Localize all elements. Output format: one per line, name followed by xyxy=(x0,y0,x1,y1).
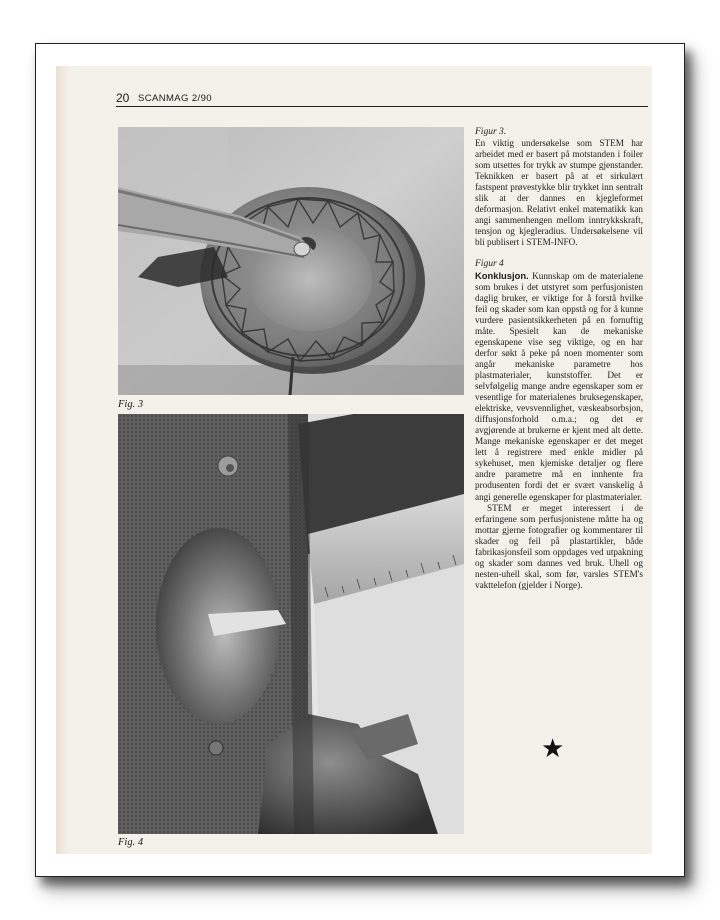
figure-3-photo xyxy=(118,127,464,395)
magazine-page xyxy=(56,66,652,854)
figure-4-caption: Fig. 4 xyxy=(118,837,144,848)
figure-3-label: Figur 3. xyxy=(475,127,507,137)
page-header xyxy=(116,91,648,107)
page-spine-shadow xyxy=(56,66,70,854)
conclusion-heading: Konklusjon. xyxy=(475,269,529,281)
article-text-column xyxy=(475,127,643,591)
conclusion-paragraph xyxy=(475,270,643,503)
figure-3-description: En viktig undersøkelse som STEM har arbeidet med er basert på motstanden i foiler som utsettes for trykk av stumpe gjenstander. Teknikken er basert på at et sirkulært fastspent prøvestykke blir trykket inn sentralt slik at der dannes en kjegleformet deformasjon. Relativt enkel matematikk kan angi sammenhengen mellom inntrykkskraft, tensjon og kjegleradius. Undersøkelsene vil bli publisert i STEM-INFO. xyxy=(475,138,643,248)
magazine-name: SCANMAG 2/90 xyxy=(138,93,212,104)
conclusion-text: Kunnskap om de materialene som brukes i det utstyret som perfusjonisten daglig bruker, er viktige for å forstå hvilke feil og skader som kan oppstå og for å kunne vurdere pasientsikkerheten på en fornuftig måte. Spesielt kan de mekaniske egenskapene vise seg viktige, og en har derfor søkt å peke på noen momenter som angår mekaniske parametre hos plastmaterialer, kunststoffer. Det er selvfølgelig mange andre egenskaper som er vesentlige for materialenes bruksegenskaper, elektriske, vevsvennlighet, væskeabsorbsjon, diffusjonsforhold o.m.a.; og det er avgjørende at brukerne er kjent med alt dette. Mange mekaniske egenskaper er det meget lett å registrere med enkle midler på sykehuset, men kjemiske detaljer og flere andre parametre må en innhente fra produsenten fordi det er svært vanskelig å angi generelle egenskaper for plastmaterialer. xyxy=(475,270,643,502)
page-number: 20 xyxy=(116,91,130,105)
stem-paragraph: STEM er meget interessert i de erfaringene som perfusjonistene måtte ha og mottar gjerne fotografier og kommentarer til skader og feil på plastartikler, både fabrikasjonsfeil som oppdages ved utpakning og skader som dannes ved bruk. Uhell og nesten-uhell skal, som før, varsles STEM's vakttelefon (gjelder i Norge). xyxy=(475,502,643,590)
end-of-article-star: ★ xyxy=(541,734,565,764)
figure-4-label: Figur 4 xyxy=(475,258,504,269)
figure-3-caption: Fig. 3 xyxy=(118,399,144,410)
header-rule xyxy=(116,106,648,107)
figure-4-photo xyxy=(118,414,464,834)
